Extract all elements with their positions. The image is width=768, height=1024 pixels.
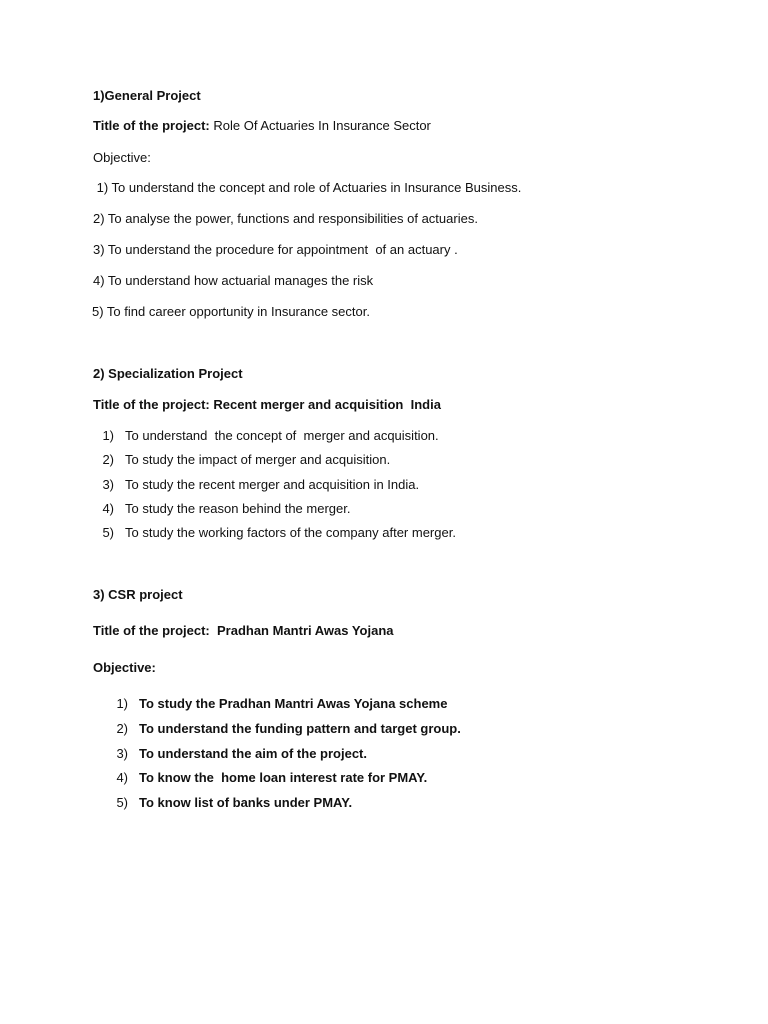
section3-item-5-text: To know list of banks under PMAY. [139,795,353,810]
section3-title: Title of the project: Pradhan Mantri Awas Yojana [93,623,394,638]
section2-item-2-number: 2) [102,452,114,467]
section2-item-4-text: To study the reason behind the merger. [125,501,351,516]
section1-item-3: 3) To understand the procedure for appointment of an actuary . [93,242,458,257]
section1-item-4: 4) To understand how actuarial manages the risk [93,273,374,288]
section1-item-1: 1) To understand the concept and role of Actuaries in Insurance Business. [93,180,522,195]
section2-title: Title of the project: Recent merger and acquisition India [93,397,441,412]
section3-item-1-text: To study the Pradhan Mantri Awas Yojana scheme [139,696,448,711]
section2-item-5-text: To study the working factors of the company after merger. [125,525,456,540]
section2-item-3-text: To study the recent merger and acquisition in India. [125,477,420,492]
section1-heading: 1)General Project [93,88,201,103]
section3-heading: 3) CSR project [93,587,183,602]
section3-item-3-number: 3) [116,746,128,761]
section1-item-2: 2) To analyse the power, functions and responsibilities of actuaries. [93,211,478,226]
section3-item-2-number: 2) [116,721,128,736]
section3-item-5-number: 5) [116,795,128,810]
section2-item-2-text: To study the impact of merger and acquisition. [125,452,391,467]
section3-item-3-text: To understand the aim of the project. [139,746,367,761]
section2-item-1-text: To understand the concept of merger and acquisition. [125,428,439,443]
section2-item-3-number: 3) [102,477,114,492]
section1-objective-label: Objective: [93,150,151,165]
section2-item-1-number: 1) [102,428,114,443]
section2-heading: 2) Specialization Project [93,366,243,381]
section3-item-4-number: 4) [116,770,128,785]
section1-item-5: 5) To find career opportunity in Insurance sector. [92,304,370,319]
section1-title-value: Role Of Actuaries In Insurance Sector [213,118,431,133]
section2-item-5-number: 5) [102,525,114,540]
section3-objective-label: Objective: [93,660,156,675]
section2-item-4-number: 4) [102,501,114,516]
section3-item-1-number: 1) [116,696,128,711]
section3-item-2-text: To understand the funding pattern and target group. [139,721,461,736]
section3-item-4-text: To know the home loan interest rate for PMAY. [139,770,428,785]
section1-title [93,118,431,134]
section1-title-label: Title of the project: [93,118,214,133]
